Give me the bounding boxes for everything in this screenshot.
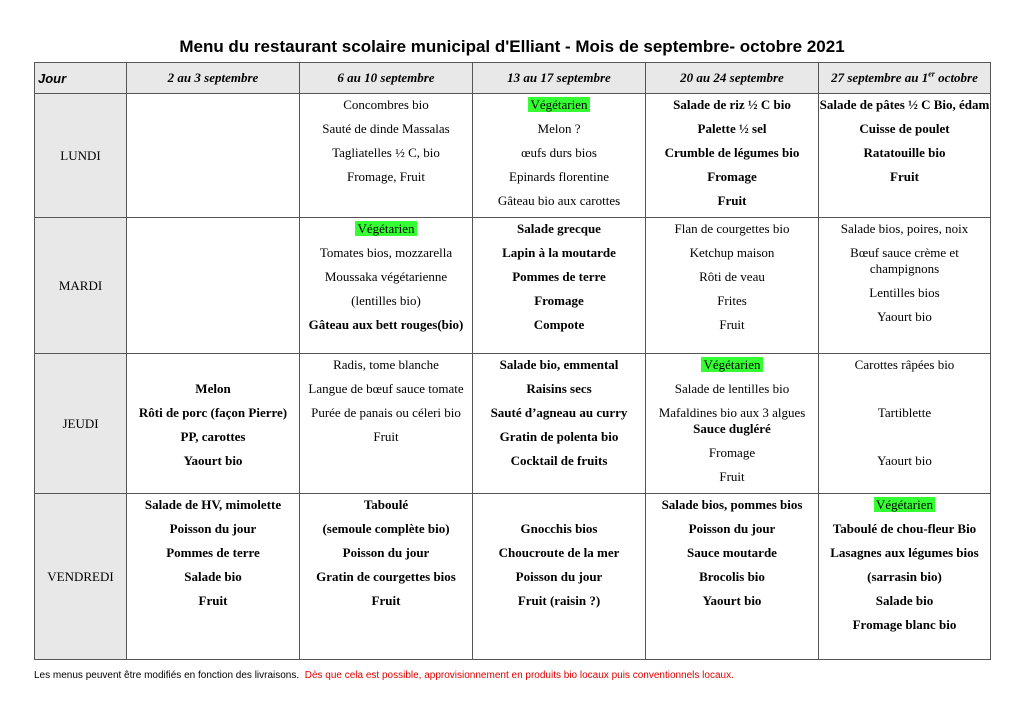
header-row [35,63,991,94]
menu-item: PP, carottes [180,429,246,444]
cell-lundi-w2 [300,94,473,218]
vegetarien-badge: Végétarien [875,497,934,512]
cell-jeudi-w5 [819,354,991,494]
cell-jeudi-w2 [300,354,473,494]
menu-item: Rôti de porc (façon Pierre) [138,405,288,420]
cell-jeudi-w3 [473,354,646,494]
menu-item: Cuisse de poulet [859,121,950,136]
menu-item: Tomates bios, mozzarella [319,245,453,260]
menu-item: Purée de panais ou céleri bio [311,405,461,420]
menu-item: Gâteau aux bett rouges(bio) [308,317,464,332]
menu-item: Radis, tome blanche [333,357,439,372]
cell-mardi-w3 [473,218,646,354]
menu-item: Gâteau bio aux carottes [497,193,621,208]
menu-item: Lasagnes aux légumes bios [830,545,979,560]
menu-item: Salade bio [184,569,242,584]
menu-item: Mafaldines bio aux 3 algues [658,405,806,420]
footer-note-text: Les menus peuvent être modifiés en fonction des livraisons. [34,670,300,681]
menu-item: Langue de bœuf sauce tomate [308,381,464,396]
menu-item: Choucroute de la mer [498,545,620,560]
cell-vendredi-w2 [300,494,473,660]
menu-item: Tagliatelles ½ C, bio [332,145,440,160]
menu-item: Pommes de terre [512,269,606,284]
cell-vendredi-w4 [646,494,819,660]
menu-item: Fruit [198,593,228,608]
menu-item: Yaourt bio [877,309,932,324]
cell-jeudi-w4 [646,354,819,494]
row-mardi [35,218,991,354]
menu-item: Lentilles bios [869,285,940,300]
footer-note [34,670,734,681]
header-week-2: 6 au 10 septembre [300,63,473,94]
menu-item: Salade grecque [517,221,601,236]
cell-lundi-w4 [646,94,819,218]
menu-item: Bœuf sauce crème et champignons [850,245,959,276]
menu-item: Poisson du jour [342,545,430,560]
menu-item: Brocolis bio [699,569,765,584]
menu-item: Flan de courgettes bio [674,221,790,236]
menu-item: œufs durs bios [521,145,597,160]
menu-item: Crumble de légumes bio [664,145,800,160]
menu-item: Poisson du jour [169,521,257,536]
row-lundi [35,94,991,218]
menu-item: Rôti de veau [699,269,765,284]
menu-item: Yaourt bio [702,593,762,608]
menu-item: Salade de pâtes ½ C Bio, édam [819,97,990,112]
header-week-5: 27 septembre au 1er octobre [819,63,991,94]
menu-item: Fromage blanc bio [852,617,957,632]
menu-item: Sauté d’agneau au curry [490,405,628,420]
menu-item: Frites [717,293,747,308]
menu-item: Fruit [373,429,399,444]
menu-item: (sarrasin bio) [867,569,942,584]
cell-mardi-w5 [819,218,991,354]
menu-item: Moussaka végétarienne [324,269,448,284]
menu-item: Sauce moutarde [687,545,777,560]
cell-jeudi-w1 [127,354,300,494]
menu-item: Sauce dugléré [693,421,771,436]
cell-lundi-w1 [127,94,300,218]
menu-table [34,62,991,660]
footer-note-red: Dès que cela est possible, approvisionnement en produits bio locaux puis conventionnels locaux. [304,670,734,681]
menu-item: Salade bios, pommes bios [661,497,803,512]
cell-vendredi-w5 [819,494,991,660]
header-week-4: 20 au 24 septembre [646,63,819,94]
day-vendredi: VENDREDI [35,494,127,660]
menu-item: Poisson du jour [515,569,603,584]
header-jour: Jour [35,63,127,94]
menu-item: Yaourt bio [183,453,243,468]
menu-item: Salade bio, emmental [499,357,619,372]
cell-lundi-w3 [473,94,646,218]
menu-item: Fruit [717,193,747,208]
vegetarien-badge: Végétarien [703,357,761,372]
menu-item: Concombres bio [343,97,429,112]
menu-item: (semoule complète bio) [322,521,450,536]
menu-item: Taboulé de chou-fleur Bio [832,521,977,536]
menu-item: Fromage [708,445,756,460]
cell-vendredi-w1 [127,494,300,660]
cell-lundi-w5 [819,94,991,218]
menu-item: Salade de lentilles bio [674,381,790,396]
day-mardi: MARDI [35,218,127,354]
menu-item: Poisson du jour [688,521,776,536]
menu-item: Pommes de terre [166,545,260,560]
menu-item: Epinards florentine [509,169,609,184]
menu-item: (lentilles bio) [351,293,421,308]
menu-item: Gratin de polenta bio [499,429,619,444]
menu-item: Lapin à la moutarde [502,245,616,260]
cell-mardi-w4 [646,218,819,354]
cell-vendredi-w3 [473,494,646,660]
menu-item: Gnocchis bios [520,521,598,536]
cell-mardi-w2 [300,218,473,354]
vegetarien-badge: Végétarien [357,221,415,236]
row-jeudi [35,354,991,494]
menu-item: Fruit [890,169,919,184]
header-week-1: 2 au 3 septembre [127,63,300,94]
header-week-3: 13 au 17 septembre [473,63,646,94]
menu-item: Fruit [719,469,745,484]
menu-item: Raisins secs [526,381,592,396]
day-jeudi: JEUDI [35,354,127,494]
menu-item: Yaourt bio [877,453,932,468]
day-lundi: LUNDI [35,94,127,218]
menu-item: Melon [195,381,231,396]
menu-item: Fruit [371,593,401,608]
menu-item: Fruit (raisin ?) [517,593,601,608]
menu-item: Salade de HV, mimolette [144,497,282,512]
menu-item: Fromage [707,169,757,184]
menu-item: Melon ? [537,121,581,136]
menu-item: Sauté de dinde Massalas [322,121,450,136]
vegetarien-badge: Végétarien [530,97,588,112]
cell-mardi-w1 [127,218,300,354]
menu-item: Salade bios, poires, noix [840,221,969,236]
menu-item: Cocktail de fruits [510,453,608,468]
menu-item: Fruit [719,317,745,332]
menu-item: Ratatouille bio [863,145,946,160]
menu-item: Fromage [534,293,584,308]
menu-item: Salade de riz ½ C bio [673,97,791,112]
menu-item: Salade bio [875,593,934,608]
menu-item: Ketchup maison [689,245,775,260]
menu-item: Gratin de courgettes bios [316,569,456,584]
menu-item: Tartiblette [877,405,932,420]
menu-item: Fromage, Fruit [347,169,425,184]
row-vendredi [35,494,991,660]
menu-item: Carottes râpées bio [854,357,955,372]
menu-item: Palette ½ sel [697,121,767,136]
page-title: Menu du restaurant scolaire municipal d'Elliant - Mois de septembre- octobre 2021 [179,37,845,56]
menu-item: Taboulé [363,497,409,512]
menu-item: Compote [533,317,585,332]
